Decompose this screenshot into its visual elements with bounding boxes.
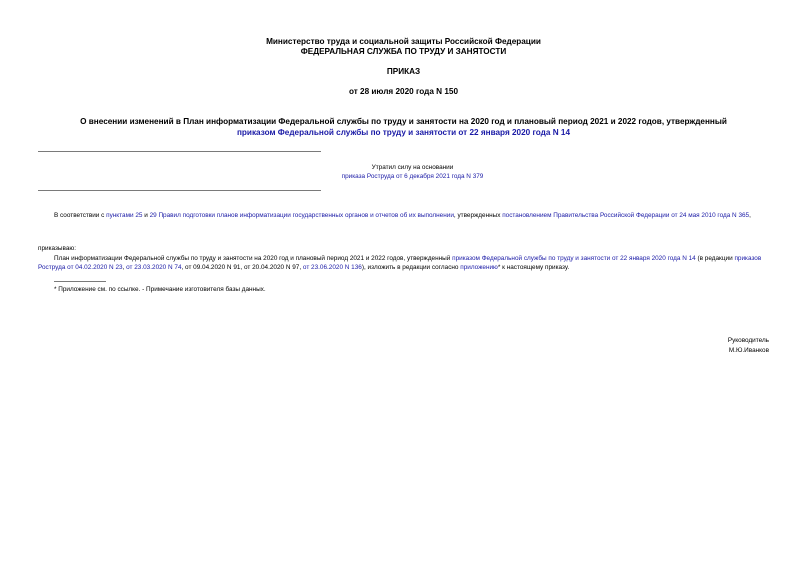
order-word: приказываю: (38, 245, 76, 252)
order-text-2: (в редакции (695, 255, 735, 262)
link-order-136[interactable]: от 23.06.2020 N 136 (302, 264, 362, 272)
preamble-text-2: и (142, 212, 150, 219)
link-order-23[interactable]: приказов Роструда от 04.02.2020 N 23 (38, 255, 762, 272)
status-rule-bottom (38, 190, 321, 191)
order-text-1: План информатизации Федеральной службы по труду и занятости на 2020 год и плановый период 2021 и 2022 годов, утвержденный (54, 255, 453, 262)
document-title (0, 116, 807, 138)
ministry-name: Министерство труда и социальной защиты Российской Федерации (266, 37, 541, 46)
service-name: ФЕДЕРАЛЬНАЯ СЛУЖБА ПО ТРУДУ И ЗАНЯТОСТИ (300, 47, 507, 56)
preamble-text-5: , (749, 212, 751, 219)
order-text-4: , от 09.04.2020 N 91, от 20.04.2020 N 97, (181, 264, 303, 272)
status-note-link[interactable]: приказа Роструда от 6 декабря 2021 года N 379 (341, 173, 484, 180)
status-note (340, 163, 485, 181)
status-note-text: Утратил силу на основании (371, 164, 454, 171)
link-base-order[interactable]: приказом Федеральной службы по труду и занятости от 22 января 2020 года N 14 (452, 255, 696, 262)
status-rule-top (38, 151, 321, 152)
order-paragraph (38, 254, 772, 273)
link-government-decree[interactable]: постановлением Правительства Российской Федерации от 24 мая 2010 года N 365 (502, 212, 750, 219)
signature-block (728, 336, 769, 355)
document-date-number: от 28 июля 2020 года N 150 (348, 87, 459, 96)
preamble-text-1: В соответствии с (54, 212, 107, 219)
title-line-1: О внесении изменений в План информатизации Федеральной службы по труду и занятости на 2020 год и плановый период 2021 и 2022 годов, утвержденный (80, 117, 727, 126)
order-text-3: , (122, 264, 127, 272)
link-rules[interactable]: Правил подготовки планов информатизации государственных органов и отчетов об их выполнении (158, 212, 454, 219)
signature-position: Руководитель (727, 337, 769, 344)
preamble-paragraph (38, 211, 770, 220)
preamble-text-4: , утвержденных (453, 212, 503, 219)
link-clause-25[interactable]: пунктами 25 (106, 212, 143, 219)
footnote: * Приложение см. по ссылке. - Примечание изготовителя базы данных. (54, 286, 266, 293)
document-type: ПРИКАЗ (386, 67, 421, 76)
title-link-base-order[interactable]: приказом Федеральной службы по труду и занятости от 22 января 2020 года N 14 (236, 128, 570, 137)
link-appendix[interactable]: приложению (460, 264, 498, 272)
order-text-6: * к настоящему приказу. (497, 264, 570, 272)
order-text-5: ), изложить в редакции согласно (361, 264, 461, 272)
link-clause-29[interactable]: 29 (149, 212, 157, 219)
link-order-74[interactable]: от 23.03.2020 N 74 (126, 264, 182, 272)
footnote-rule (54, 281, 106, 282)
signature-name: М.Ю.Иванков (728, 346, 769, 354)
